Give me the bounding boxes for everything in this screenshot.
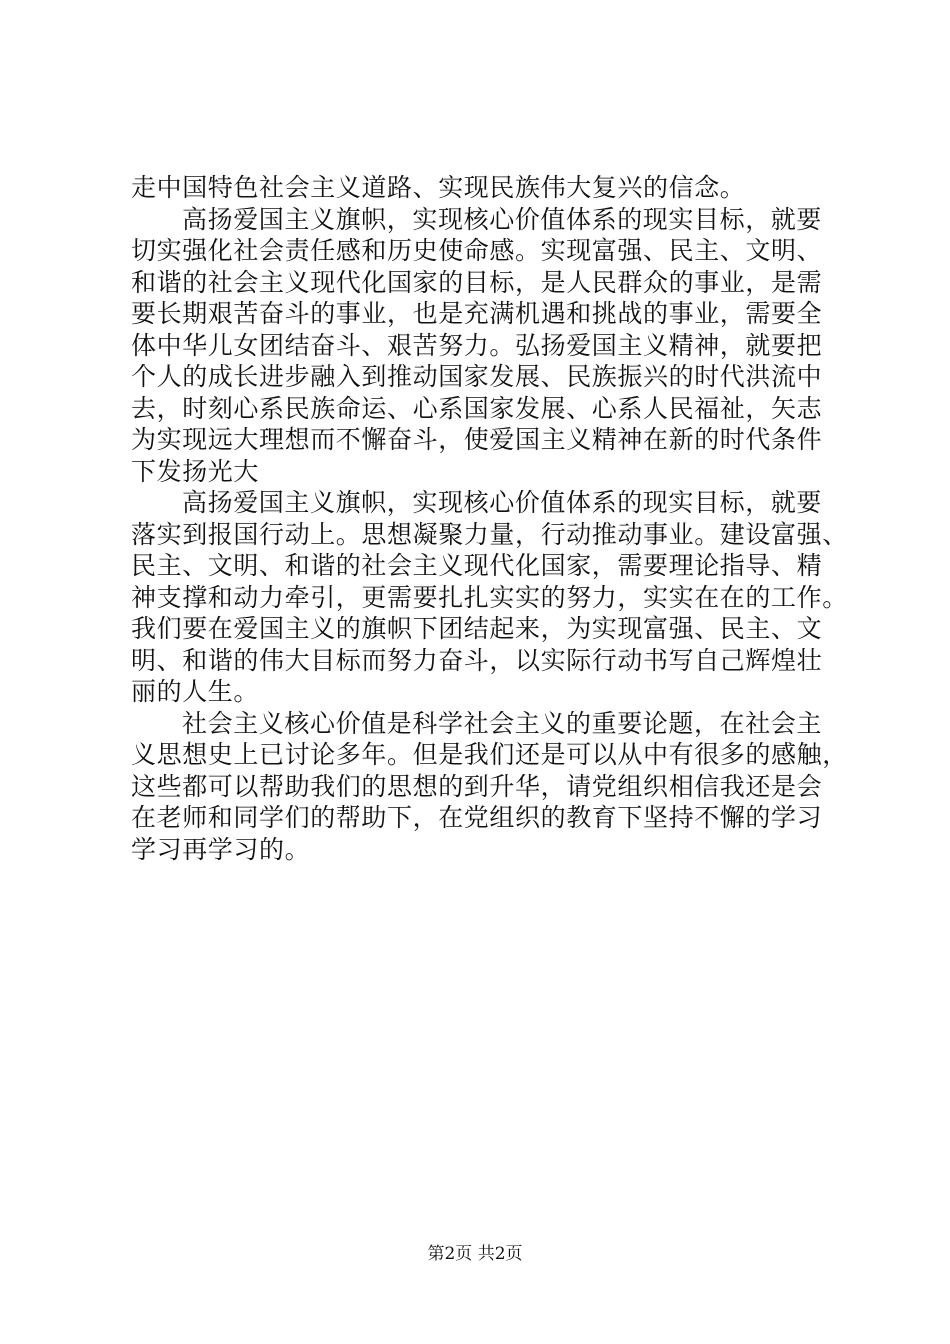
text-line: 学习再学习的。 bbox=[131, 834, 311, 864]
paragraph bbox=[131, 708, 848, 866]
text-line: 我们要在爱国主义的旗帜下团结起来，为实现富强、民主、文 bbox=[131, 614, 823, 643]
text-line: 明、和谐的伟大目标而努力奋斗，以实际行动书写自己辉煌壮 bbox=[131, 645, 823, 675]
text-line: 去，时刻心系民族命运、心系国家发展、心系人民福祉，矢志 bbox=[131, 393, 823, 423]
text-line: 高扬爱国主义旗帜，实现核心价值体系的现实目标，就要 bbox=[182, 204, 823, 234]
paragraph bbox=[131, 487, 848, 708]
text-line: 在老师和同学们的帮助下，在党组织的教育下坚持不懈的学习 bbox=[131, 803, 823, 832]
text-line: 民主、文明、和谐的社会主义现代化国家，需要理论指导、精 bbox=[131, 551, 823, 580]
text-line: 切实强化社会责任感和历史使命感。实现富强、民主、文明、 bbox=[131, 236, 823, 265]
text-line: 这些都可以帮助我们的思想的到升华，请党组织相信我还是会 bbox=[131, 771, 823, 801]
document-body bbox=[131, 172, 848, 865]
text-line: 要长期艰苦奋斗的事业，也是充满机遇和挑战的事业，需要全 bbox=[131, 299, 823, 328]
text-line: 体中华儿女团结奋斗、艰苦努力。弘扬爱国主义精神，就要把 bbox=[131, 330, 823, 360]
text-line: 和谐的社会主义现代化国家的目标，是人民群众的事业，是需 bbox=[131, 267, 823, 297]
text-line: 个人的成长进步融入到推动国家发展、民族振兴的时代洪流中 bbox=[131, 362, 823, 391]
paragraph bbox=[131, 172, 831, 204]
text-line: 下发扬光大 bbox=[131, 456, 260, 486]
text-line: 走中国特色社会主义道路、实现民族伟大复兴的信念。 bbox=[131, 173, 746, 202]
text-line: 义思想史上已讨论多年。但是我们还是可以从中有很多的感触， bbox=[131, 740, 848, 769]
text-line: 落实到报国行动上。思想凝聚力量，行动推动事业。建设富强、 bbox=[131, 519, 848, 549]
page-footer: 第2页 共2页 bbox=[427, 1244, 523, 1264]
paragraph bbox=[131, 204, 831, 488]
text-line: 为实现远大理想而不懈奋斗，使爱国主义精神在新的时代条件 bbox=[131, 425, 823, 454]
text-line: 社会主义核心价值是科学社会主义的重要论题，在社会主 bbox=[182, 708, 823, 738]
text-line: 高扬爱国主义旗帜，实现核心价值体系的现实目标，就要 bbox=[182, 488, 823, 517]
text-line: 神支撑和动力牵引，更需要扎扎实实的努力，实实在在的工作。 bbox=[131, 582, 848, 612]
text-line: 丽的人生。 bbox=[131, 677, 260, 706]
